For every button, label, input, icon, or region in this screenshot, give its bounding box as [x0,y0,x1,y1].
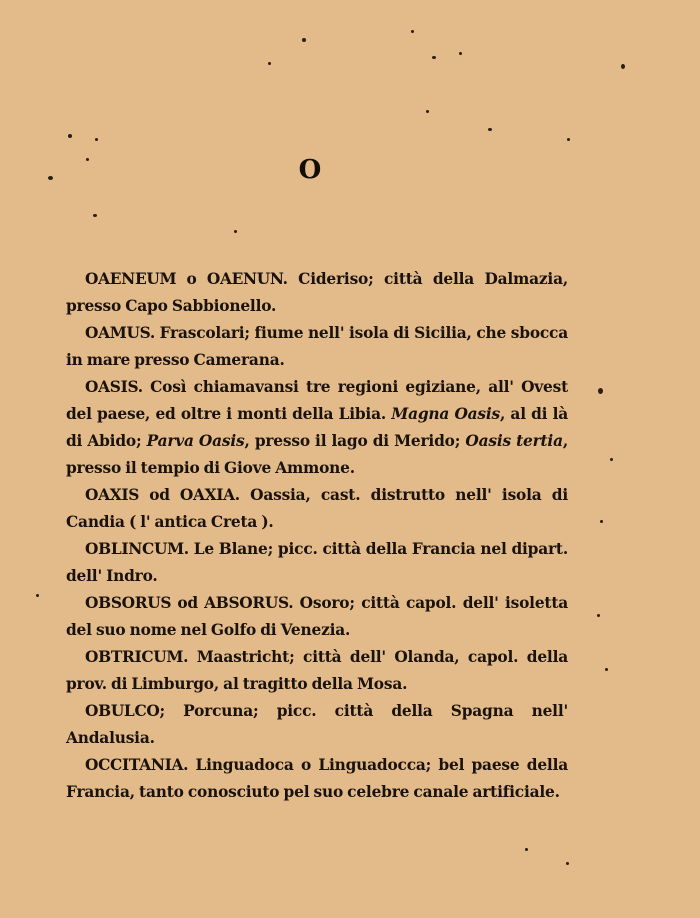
entry-body: Porcuna; picc. città della Spagna nell' Andalusia. [66,702,568,747]
entry-headword: OAENEUM o OAENUN. [85,270,288,288]
entry [66,482,568,536]
entry-headword: OBULCO; [85,702,165,720]
entry-headword: OBSORUS od ABSORUS. [85,594,294,612]
entry-body: Oassia, cast. distrutto nell' isola di Candia ( l' antica Creta ). [66,486,568,531]
entry-headword: OBTRICUM. [85,648,189,666]
entry-headword: OBLINCUM. [85,540,189,558]
entry [66,590,568,644]
entry-headword: OASIS. [85,378,143,396]
entry [66,698,568,752]
entry-italic-term: Magna Oasis [391,405,501,423]
entry-body: Osoro; città capol. dell' isoletta del suo nome nel Golfo di Venezia. [66,594,569,639]
entry-body-part: , al di là di Abido; [66,405,568,450]
entry-headword: OCCITANIA. [85,756,189,774]
section-letter: O [298,155,322,185]
entry [66,536,568,590]
entry [66,374,568,482]
entry [66,752,568,806]
entry [66,644,568,698]
entry-headword: OAXIS od OAXIA. [85,486,240,504]
entry [66,266,568,320]
entry-italic-term: Oasis tertia [465,432,563,450]
entry-body: Linguadoca o Linguadocca; bel paese della Francia, tanto conosciuto pel suo celebre canale artificiale. [66,756,568,801]
entry-headword: OAMUS. [85,324,155,342]
entry-italic-term: Parva Oasis [146,432,245,450]
entry-body: Le Blane; picc. città della Francia nel dipart. dell' Indro. [66,540,568,585]
entry-body-part: Così chiamavansi tre regioni egiziane, all' Ovest del paese, ed oltre i monti della Libia. [66,378,568,423]
dictionary-entries [66,266,568,806]
entry-body: Cideriso; città della Dalmazia, presso Capo Sabbionello. [66,270,568,315]
entry-body-part: , presso il tempio di Giove Ammone. [66,432,569,477]
entry-body: Maastricht; città dell' Olanda, capol. della prov. di Limburgo, al tragitto della Mosa. [66,648,568,693]
entry-body: Frascolari; fiume nell' isola di Sicilia, che sbocca in mare presso Camerana. [66,324,568,369]
entry [66,320,568,374]
entry-body-part: , presso il lago di Merido; [244,432,466,450]
